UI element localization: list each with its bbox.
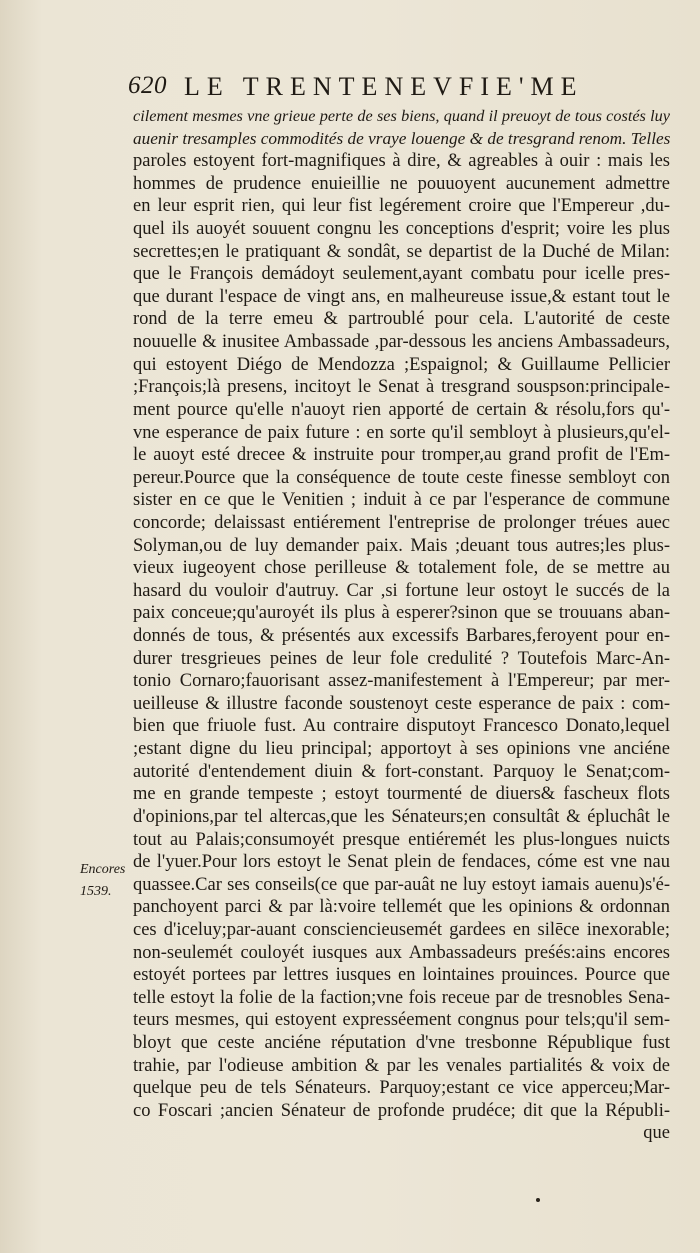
text-line: vne esperance de paix future : en sorte qu'il sembloyt à plusieurs,qu'el-: [133, 422, 670, 443]
text-line: pereur.Pource que la conséquence de toute ceste finesse sembloyt con: [133, 467, 670, 488]
text-line: ment pource qu'elle n'auoyt rien apporté de certain & résolu,fors qu'-: [133, 399, 670, 420]
text-line: donnés de tous, & présentés aux excessifs Barbares,feroyent pour en-: [133, 626, 670, 647]
text-line: sister en ce que le Venitien ; induit à ce par l'esperance de commune: [133, 490, 670, 511]
text-line: auenir tresamples commodités de vraye louenge & de tresgrand renom. Telles: [133, 128, 670, 148]
ink-speck: [536, 1198, 540, 1202]
text-line: durer tresgrieues peines de leur fole credulité ? Toutefois Marc-An-: [133, 648, 670, 669]
text-line: en leur esprit rien, qui leur fist legérement croire que l'Empereur ,du-: [133, 196, 670, 217]
text-line: que le François demádoyt seulement,ayant combatu pour icelle pres-: [133, 264, 670, 285]
text-line: qui estoyent Diégo de Mendozza ;Espaignol; & Guillaume Pellicier: [133, 354, 670, 375]
text-line: que durant l'espace de vingt ans, en malheureuse issue,& estant tout le: [133, 286, 670, 307]
page-number: 620: [128, 72, 167, 99]
text-line: estoyét portees par lettres iusques en lointaines prouinces. Pource que: [133, 965, 670, 986]
margin-note-date: [80, 859, 132, 903]
text-line: cilement mesmes vne grieue perte de ses biens, quand il preuoyt de tous costés luy: [133, 107, 670, 125]
text-line: me en grande tempeste ; estoyt tourmenté de diuers& fascheux flots: [133, 784, 670, 805]
text-line: hommes de prudence enuieillie ne pouuoyent aucunement admettre: [133, 173, 670, 194]
running-title: LE TRENTENEVFIE'ME: [184, 72, 584, 101]
text-line: le auoyt esté drecee & instruite pour tromper,au grand profit de l'Em-: [133, 445, 670, 466]
text-line: ;François;là presens, incitoyt le Senat à tresgrand souspson:principale-: [133, 377, 670, 398]
text-line: Solyman,ou de luy demander paix. Mais ;deuant tous autres;les plus-: [133, 535, 670, 556]
text-line: secrettes;en le pratiquant & sondât, se departist de la Duché de Milan:: [133, 241, 670, 262]
text-line: non-seulemét couloyét iusques aux Ambassadeurs preśés:ains encores: [133, 942, 670, 963]
text-line: quelque peu de tels Sénateurs. Parquoy;estant ce vice apperceu;Mar-: [133, 1078, 670, 1099]
text-line: quel ils auoyét souuent congnu les conceptions d'esprit; voire les plus: [133, 219, 670, 240]
text-line: nouuelle & inusitee Ambassade ,par-dessous les anciens Ambassadeurs,: [133, 332, 670, 353]
text-line: trahie, par l'odieuse ambition & par les venales partialités & voix de: [133, 1055, 670, 1076]
page-header: [128, 72, 673, 106]
margin-note-line: 1539.: [80, 884, 112, 899]
text-line: paroles estoyent fort-magnifiques à dire, & agreables à ouir : mais les: [133, 151, 670, 172]
text-line: panchoyent parci & par là:voire tellemét que les opinions & ordonnan: [133, 897, 670, 918]
text-line: paix conceue;qu'auroyét ils plus à esperer?sinon que se trouuans aban-: [133, 603, 670, 624]
text-line: ueilleuse & illustre faconde soustenoyt ceste esperance de paix : com-: [133, 693, 670, 714]
catchword: que: [643, 1123, 670, 1144]
text-line: quassee.Car ses conseils(ce que par-auât ne luy estoyt iamais auenu)s'é-: [133, 874, 670, 895]
text-line: ;estant digne du lieu principal; apportoyt à ses opinions vne anciéne: [133, 739, 670, 760]
text-line: co Foscari ;ancien Sénateur de profonde prudéce; dit que la Républi-: [133, 1100, 670, 1121]
body-text: [133, 105, 670, 1145]
text-line: de l'yuer.Pour lors estoyt le Senat plein de fendaces, cóme est vne nau: [133, 852, 670, 873]
text-line: bien que friuole fust. Au contraire disputoyt Francesco Donato,lequel: [133, 716, 670, 737]
text-line: autorité d'entendement diuin & fort-constant. Parquoy le Senat;com-: [133, 761, 670, 782]
text-line: teurs mesmes, qui estoyent expresséement congnus pour tels;qu'il sem-: [133, 1010, 670, 1031]
margin-note-line: Encores: [80, 862, 126, 877]
text-line: rond de la terre emeu & partroublé pour cela. L'autorité de ceste: [133, 309, 670, 330]
text-line: hasard du vouloir d'autruy. Car ,si fortune leur ostoyt le succés de la: [133, 580, 670, 601]
text-line: tout au Palais;consumoyét presque entiéremét les plus-longues nuicts: [133, 829, 670, 850]
text-line: tonio Cornaro;fauorisant assez-manifestement à l'Empereur; par mer-: [133, 671, 670, 692]
text-line: ces d'iceluy;par-auant consciencieusemét gardees en silēce inexorable;: [133, 919, 670, 940]
text-line: vieux iugeoyent chose perilleuse & totalement fole, de se mettre au: [133, 558, 670, 579]
text-line: concorde; delaissast entiérement l'entreprise de prolonger tréues auec: [133, 512, 670, 533]
text-line: bloyt que ceste anciéne réputation d'vne tresbonne République fust: [133, 1032, 670, 1053]
text-line: telle estoyt la folie de la faction;vne fois receue par de tresnobles Sena-: [133, 987, 670, 1008]
text-line: d'opinions,par tel altercas,que les Sénateurs;en consultât & épluchât le: [133, 806, 670, 827]
